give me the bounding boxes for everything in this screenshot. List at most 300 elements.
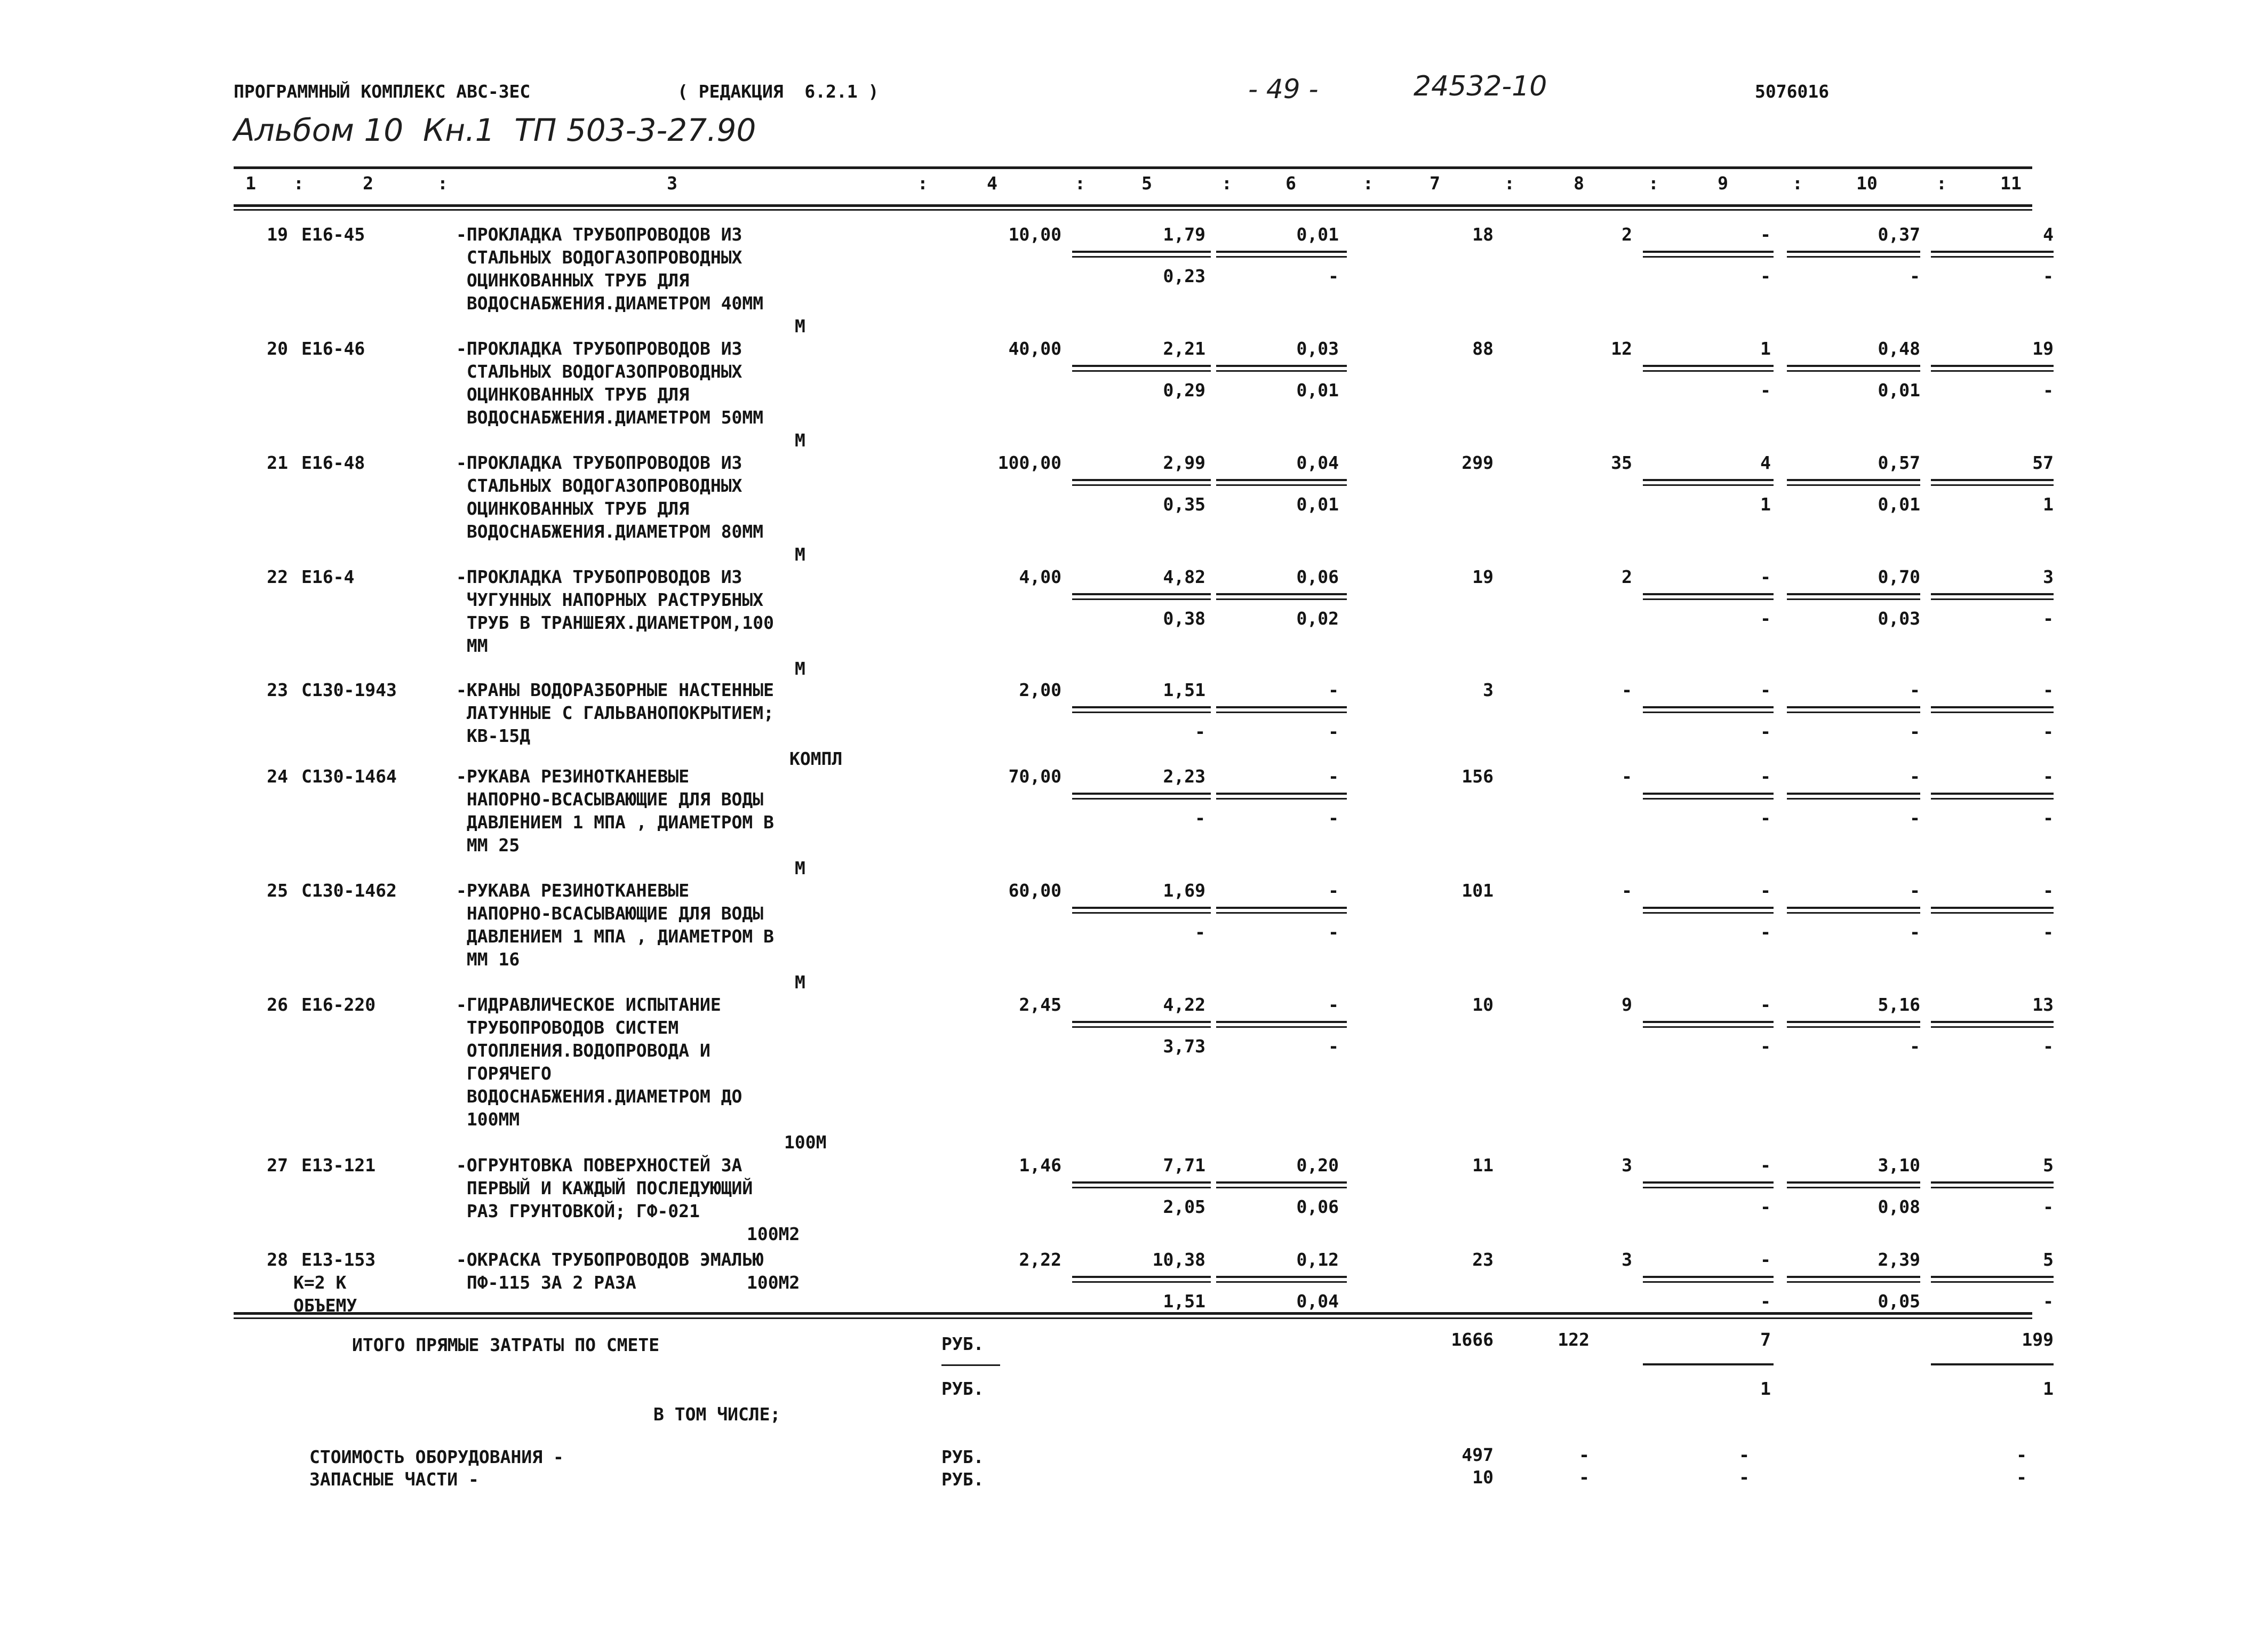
cost-divider-rule	[1216, 1181, 1347, 1184]
cost-divider-rule	[1787, 370, 1920, 372]
cost-divider-rule	[1216, 1187, 1347, 1188]
row-col8: -	[1622, 880, 1632, 901]
cost-divider-rule	[1931, 712, 2054, 713]
column-separator: :	[1221, 173, 1232, 194]
cost-divider-rule	[1643, 365, 1774, 367]
cost-divider-rule	[1931, 484, 2054, 486]
totals-col8: 122	[1558, 1329, 1590, 1350]
cost-divider-rule	[1643, 907, 1774, 909]
row-quantity: 4,00	[1019, 566, 1061, 587]
spares-col7: 10	[1472, 1467, 1494, 1488]
column-separator: :	[1504, 173, 1515, 194]
cost-value-top: 5,16	[1878, 994, 1920, 1015]
cost-divider-rule	[1787, 1021, 1920, 1023]
row-unit: 100М2	[747, 1224, 800, 1244]
cost-value-bottom: -	[1910, 1036, 1920, 1057]
row-col8: 12	[1611, 338, 1632, 359]
row-quantity: 60,00	[1008, 880, 1061, 901]
cost-value-bottom: -	[1760, 1036, 1771, 1057]
cost-divider-rule	[1787, 907, 1920, 909]
cost-value-top: -	[1328, 680, 1339, 700]
cost-value-bottom: 0,08	[1878, 1196, 1920, 1217]
row-unit: М	[795, 972, 805, 993]
cost-divider-rule	[1643, 1281, 1774, 1283]
row-code: С130-1462	[301, 880, 397, 901]
cost-divider-rule	[1787, 593, 1920, 595]
column-separator: :	[1936, 173, 1947, 194]
row-code: С130-1464	[301, 766, 397, 787]
cost-divider-rule	[1643, 251, 1774, 253]
cost-divider-rule	[1216, 1281, 1347, 1283]
cost-divider-rule	[1787, 912, 1920, 914]
row-unit: КОМПЛ	[789, 748, 843, 769]
row-col7: 19	[1472, 566, 1494, 587]
cost-divider-rule	[1072, 365, 1211, 367]
cost-divider-rule	[1072, 1181, 1211, 1184]
totals-col11-rule	[1931, 1363, 2054, 1365]
column-number: 7	[1430, 173, 1440, 194]
row-unit: М	[795, 658, 805, 679]
cost-divider-rule	[1787, 1181, 1920, 1184]
row-number: 27	[267, 1155, 288, 1176]
spares-label: ЗАПАСНЫЕ ЧАСТИ -	[309, 1469, 479, 1490]
cost-value-bottom: 0,38	[1163, 608, 1205, 629]
cost-value-top: 0,03	[1296, 338, 1339, 359]
cost-value-top: -	[1760, 1155, 1771, 1176]
cost-divider-rule	[1072, 793, 1211, 795]
table-bottom-rule	[234, 1312, 2032, 1315]
cost-value-top: -	[1760, 766, 1771, 787]
spares-currency: РУБ.	[941, 1469, 984, 1490]
cost-divider-rule	[1072, 907, 1211, 909]
equipment-col9: -	[1739, 1444, 1750, 1465]
cost-divider-rule	[1216, 251, 1347, 253]
cost-value-bottom: -	[1195, 808, 1205, 828]
column-number: 1	[245, 173, 256, 194]
cost-divider-rule	[1643, 1026, 1774, 1028]
row-unit: М	[795, 316, 805, 337]
row-col7: 18	[1472, 224, 1494, 245]
row-col8: 35	[1611, 452, 1632, 473]
row-col7: 88	[1472, 338, 1494, 359]
equipment-currency: РУБ.	[941, 1447, 984, 1467]
program-name: ПРОГРАММНЫЙ КОМПЛЕКС АВС-3ЕС	[234, 81, 531, 102]
row-number: 25	[267, 880, 288, 901]
cost-value-top: 7,71	[1163, 1155, 1205, 1176]
header-bottom-rule-2	[234, 209, 2032, 211]
cost-value-bottom: -	[1760, 266, 1771, 286]
cost-divider-rule	[1931, 598, 2054, 600]
totals-label: ИТОГО ПРЯМЫЕ ЗАТРАТЫ ПО СМЕТЕ	[352, 1335, 660, 1355]
row-col8: 3	[1622, 1249, 1632, 1270]
cost-divider-rule	[1931, 1187, 2054, 1188]
cost-value-top: -	[1760, 224, 1771, 245]
row-quantity: 2,45	[1019, 994, 1061, 1015]
row-number: 19	[267, 224, 288, 245]
cost-divider-rule	[1931, 256, 2054, 258]
cost-value-bottom: -	[1760, 1196, 1771, 1217]
cost-value-top: 13	[2032, 994, 2054, 1015]
cost-divider-rule	[1931, 370, 2054, 372]
cost-value-top: 1,69	[1163, 880, 1205, 901]
cost-divider-rule	[1931, 1276, 2054, 1278]
cost-value-bottom: -	[1760, 808, 1771, 828]
row-unit: 100М2	[747, 1272, 800, 1293]
spares-col8: -	[1579, 1467, 1590, 1488]
row-quantity: 2,22	[1019, 1249, 1061, 1270]
row-col8: -	[1622, 766, 1632, 787]
cost-value-bottom: -	[1910, 808, 1920, 828]
column-separator: :	[1363, 173, 1373, 194]
column-number: 8	[1574, 173, 1584, 194]
cost-value-bottom: -	[1760, 922, 1771, 942]
cost-value-bottom: -	[2043, 1196, 2054, 1217]
row-description: -ПРОКЛАДКА ТРУБОПРОВОДОВ ИЗ СТАЛЬНЫХ ВОДОГАЗОПРОВОДНЫХ ОЦИНКОВАННЫХ ТРУБ ДЛЯ ВОДОСНАБЖЕНИЯ.ДИАМЕТРОМ 80ММ	[456, 452, 764, 542]
row-code-note: ОБЪЕМУ	[293, 1295, 357, 1316]
cost-value-bottom: 0,06	[1296, 1196, 1339, 1217]
cost-divider-rule	[1216, 1026, 1347, 1028]
cost-divider-rule	[1643, 798, 1774, 800]
edition: ( РЕДАКЦИЯ 6.2.1 )	[677, 81, 879, 102]
cost-divider-rule	[1931, 907, 2054, 909]
cost-value-bottom: 0,01	[1296, 380, 1339, 401]
cost-value-top: -	[1910, 880, 1920, 901]
row-code: Е16-220	[301, 994, 376, 1015]
cost-divider-rule	[1787, 793, 1920, 795]
document-number: 24532-10	[1413, 70, 1547, 102]
cost-divider-rule	[1216, 598, 1347, 600]
cost-value-bottom: 0,01	[1296, 494, 1339, 515]
column-number: 2	[363, 173, 373, 194]
cost-divider-rule	[1931, 706, 2054, 708]
row-number: 22	[267, 566, 288, 587]
cost-value-bottom: 0,23	[1163, 266, 1205, 286]
cost-divider-rule	[1643, 256, 1774, 258]
cost-value-top: 4	[2043, 224, 2054, 245]
totals-currency-2: РУБ.	[941, 1378, 984, 1399]
cost-divider-rule	[1072, 1281, 1211, 1283]
row-col8: 2	[1622, 224, 1632, 245]
row-col7: 299	[1462, 452, 1494, 473]
cost-value-bottom: 2,05	[1163, 1196, 1205, 1217]
cost-value-bottom: 0,04	[1296, 1291, 1339, 1312]
row-col7: 3	[1483, 680, 1494, 700]
cost-divider-rule	[1643, 1187, 1774, 1188]
cost-value-bottom: -	[1760, 721, 1771, 742]
row-description: -ГИДРАВЛИЧЕСКОЕ ИСПЫТАНИЕ ТРУБОПРОВОДОВ СИСТЕМ ОТОПЛЕНИЯ.ВОДОПРОВОДА И ГОРЯЧЕГО ВОДОСНАБЖЕНИЯ.ДИАМЕТРОМ ДО 100ММ	[456, 994, 742, 1130]
cost-divider-rule	[1931, 1021, 2054, 1023]
cost-value-top: 0,04	[1296, 452, 1339, 473]
column-separator: :	[293, 173, 304, 194]
row-code: Е13-121	[301, 1155, 376, 1176]
cost-value-top: -	[1760, 994, 1771, 1015]
cost-value-bottom: -	[2043, 808, 2054, 828]
document-code: 5076016	[1755, 81, 1830, 102]
cost-value-bottom: -	[1760, 608, 1771, 629]
row-col7: 11	[1472, 1155, 1494, 1176]
cost-divider-rule	[1787, 1026, 1920, 1028]
cost-divider-rule	[1072, 798, 1211, 800]
row-col7: 101	[1462, 880, 1494, 901]
cost-divider-rule	[1931, 593, 2054, 595]
cost-value-top: -	[2043, 680, 2054, 700]
cost-value-bottom: -	[1910, 266, 1920, 286]
cost-value-top: 0,20	[1296, 1155, 1339, 1176]
cost-divider-rule	[1216, 593, 1347, 595]
row-unit: М	[795, 858, 805, 878]
cost-value-top: 2,39	[1878, 1249, 1920, 1270]
row-quantity: 10,00	[1008, 224, 1061, 245]
row-quantity: 1,46	[1019, 1155, 1061, 1176]
row-number: 28	[267, 1249, 288, 1270]
cost-divider-rule	[1072, 370, 1211, 372]
totals-currency-1: РУБ.	[941, 1333, 984, 1354]
cost-value-bottom: -	[1328, 1036, 1339, 1057]
totals-col7: 1666	[1451, 1329, 1494, 1350]
cost-divider-rule	[1931, 798, 2054, 800]
cost-divider-rule	[1787, 706, 1920, 708]
row-col7: 156	[1462, 766, 1494, 787]
cost-value-bottom: 1,51	[1163, 1291, 1205, 1312]
cost-divider-rule	[1216, 793, 1347, 795]
row-description: -КРАНЫ ВОДОРАЗБОРНЫЕ НАСТЕННЫЕ ЛАТУННЫЕ С ГАЛЬВАНОПОКРЫТИЕМ; КВ-15Д	[456, 680, 774, 746]
cost-divider-rule	[1072, 256, 1211, 258]
row-code: Е16-4	[301, 566, 355, 587]
cost-divider-rule	[1072, 1276, 1211, 1278]
column-separator: :	[1792, 173, 1803, 194]
cost-divider-rule	[1787, 712, 1920, 713]
column-separator: :	[917, 173, 928, 194]
cost-value-top: -	[1910, 680, 1920, 700]
row-number: 21	[267, 452, 288, 473]
cost-value-top: 1,51	[1163, 680, 1205, 700]
cost-value-top: 57	[2032, 452, 2054, 473]
table-bottom-rule-2	[234, 1317, 2032, 1319]
cost-divider-rule	[1072, 1026, 1211, 1028]
cost-value-top: 0,57	[1878, 452, 1920, 473]
row-description: -ПРОКЛАДКА ТРУБОПРОВОДОВ ИЗ ЧУГУННЫХ НАПОРНЫХ РАСТРУБНЫХ ТРУБ В ТРАНШЕЯХ.ДИАМЕТРОМ,100 ММ	[456, 566, 774, 656]
column-number: 9	[1718, 173, 1728, 194]
cost-divider-rule	[1787, 598, 1920, 600]
equipment-col11: -	[2016, 1444, 2027, 1465]
cost-divider-rule	[1643, 793, 1774, 795]
cost-value-top: 3	[2043, 566, 2054, 587]
cost-value-top: -	[2043, 766, 2054, 787]
header-top-rule	[234, 166, 2032, 169]
cost-divider-rule	[1072, 598, 1211, 600]
album-reference: Альбом 10 Кн.1 ТП 503-3-27.90	[234, 112, 756, 148]
cost-value-top: 3,10	[1878, 1155, 1920, 1176]
cost-divider-rule	[1216, 1276, 1347, 1278]
row-description: -ПРОКЛАДКА ТРУБОПРОВОДОВ ИЗ СТАЛЬНЫХ ВОДОГАЗОПРОВОДНЫХ ОЦИНКОВАННЫХ ТРУБ ДЛЯ ВОДОСНАБЖЕНИЯ.ДИАМЕТРОМ 50ММ	[456, 338, 764, 428]
cost-value-bottom: 1	[2043, 494, 2054, 515]
page-number: - 49 -	[1248, 74, 1319, 105]
cost-value-bottom: 0,35	[1163, 494, 1205, 515]
equipment-col7: 497	[1462, 1444, 1494, 1465]
cost-divider-rule	[1216, 365, 1347, 367]
cost-value-top: -	[1910, 766, 1920, 787]
cost-value-top: 5	[2043, 1249, 2054, 1270]
cost-divider-rule	[1931, 793, 2054, 795]
cost-divider-rule	[1216, 912, 1347, 914]
row-code-note: К=2 К	[293, 1272, 347, 1293]
row-description: -РУКАВА РЕЗИНОТКАНЕВЫЕ НАПОРНО-ВСАСЫВАЮЩИЕ ДЛЯ ВОДЫ ДАВЛЕНИЕМ 1 МПА , ДИАМЕТРОМ В ММ 16	[456, 880, 774, 970]
equipment-label: СТОИМОСТЬ ОБОРУДОВАНИЯ -	[309, 1447, 564, 1467]
cost-divider-rule	[1216, 1021, 1347, 1023]
cost-value-bottom: 0,29	[1163, 380, 1205, 401]
row-quantity: 100,00	[997, 452, 1061, 473]
row-unit: М	[795, 544, 805, 565]
cost-divider-rule	[1072, 251, 1211, 253]
row-description: -ПРОКЛАДКА ТРУБОПРОВОДОВ ИЗ СТАЛЬНЫХ ВОДОГАЗОПРОВОДНЫХ ОЦИНКОВАННЫХ ТРУБ ДЛЯ ВОДОСНАБЖЕНИЯ.ДИАМЕТРОМ 40ММ	[456, 224, 764, 314]
column-separator: :	[437, 173, 448, 194]
row-number: 20	[267, 338, 288, 359]
cost-value-top: 1	[1760, 338, 1771, 359]
cost-value-bottom: -	[2043, 922, 2054, 942]
cost-value-top: 0,12	[1296, 1249, 1339, 1270]
cost-divider-rule	[1643, 912, 1774, 914]
spares-col9: -	[1739, 1467, 1750, 1488]
cost-value-top: 0,37	[1878, 224, 1920, 245]
cost-value-bottom: 0,02	[1296, 608, 1339, 629]
cost-value-bottom: -	[2043, 608, 2054, 629]
cost-divider-rule	[1072, 1021, 1211, 1023]
row-col8: 9	[1622, 994, 1632, 1015]
cost-divider-rule	[1931, 912, 2054, 914]
cost-divider-rule	[1216, 256, 1347, 258]
cost-value-bottom: -	[1328, 721, 1339, 742]
cost-divider-rule	[1072, 484, 1211, 486]
cost-divider-rule	[1787, 1276, 1920, 1278]
cost-divider-rule	[1216, 484, 1347, 486]
totals-col9-rule	[1643, 1363, 1774, 1365]
cost-divider-rule	[1787, 479, 1920, 481]
cost-divider-rule	[1643, 706, 1774, 708]
cost-divider-rule	[1643, 1181, 1774, 1184]
cost-value-top: 10,38	[1152, 1249, 1205, 1270]
column-number: 6	[1285, 173, 1296, 194]
cost-value-bottom: -	[1195, 721, 1205, 742]
cost-divider-rule	[1216, 479, 1347, 481]
cost-value-bottom: -	[1328, 922, 1339, 942]
cost-value-top: 4,22	[1163, 994, 1205, 1015]
cost-divider-rule	[1216, 706, 1347, 708]
cost-value-bottom: 0,03	[1878, 608, 1920, 629]
cost-value-top: -	[1760, 880, 1771, 901]
header-bottom-rule	[234, 204, 2032, 207]
cost-value-bottom: -	[1760, 380, 1771, 401]
row-code: Е13-153	[301, 1249, 376, 1270]
row-description: -РУКАВА РЕЗИНОТКАНЕВЫЕ НАПОРНО-ВСАСЫВАЮЩИЕ ДЛЯ ВОДЫ ДАВЛЕНИЕМ 1 МПА , ДИАМЕТРОМ В ММ 25	[456, 766, 774, 856]
cost-value-bottom: -	[1760, 1291, 1771, 1312]
cost-divider-rule	[1072, 479, 1211, 481]
cost-value-bottom: -	[2043, 1036, 2054, 1057]
cost-value-top: 0,48	[1878, 338, 1920, 359]
row-number: 23	[267, 680, 288, 700]
cost-value-top: 1,79	[1163, 224, 1205, 245]
cost-divider-rule	[1643, 593, 1774, 595]
cost-divider-rule	[1072, 706, 1211, 708]
row-number: 26	[267, 994, 288, 1015]
cost-divider-rule	[1643, 598, 1774, 600]
totals-currency-rule	[941, 1364, 1000, 1366]
cost-value-bottom: -	[2043, 380, 2054, 401]
column-number: 3	[667, 173, 677, 194]
cost-value-bottom: -	[1910, 922, 1920, 942]
cost-divider-rule	[1787, 1187, 1920, 1188]
cost-value-top: -	[1328, 766, 1339, 787]
row-col7: 23	[1472, 1249, 1494, 1270]
cost-divider-rule	[1216, 712, 1347, 713]
column-number: 11	[2000, 173, 2022, 194]
row-unit: М	[795, 430, 805, 451]
cost-value-bottom: 0,05	[1878, 1291, 1920, 1312]
cost-divider-rule	[1787, 1281, 1920, 1283]
cost-divider-rule	[1787, 798, 1920, 800]
cost-divider-rule	[1931, 1026, 2054, 1028]
cost-divider-rule	[1216, 370, 1347, 372]
cost-divider-rule	[1216, 798, 1347, 800]
including-label: В ТОМ ЧИСЛЕ;	[653, 1404, 781, 1425]
row-quantity: 70,00	[1008, 766, 1061, 787]
cost-value-top: -	[2043, 880, 2054, 901]
totals-col9: 7	[1760, 1329, 1771, 1350]
cost-divider-rule	[1931, 479, 2054, 481]
totals-col11: 199	[2022, 1329, 2054, 1350]
row-col8: 2	[1622, 566, 1632, 587]
cost-value-top: 19	[2032, 338, 2054, 359]
column-number: 10	[1856, 173, 1878, 194]
cost-value-bottom: 3,73	[1163, 1036, 1205, 1057]
cost-value-top: 4,82	[1163, 566, 1205, 587]
cost-value-top: 5	[2043, 1155, 2054, 1176]
cost-divider-rule	[1643, 479, 1774, 481]
column-number: 5	[1141, 173, 1152, 194]
cost-value-bottom: -	[1195, 922, 1205, 942]
column-separator: :	[1075, 173, 1085, 194]
column-separator: :	[1648, 173, 1659, 194]
cost-value-top: 0,01	[1296, 224, 1339, 245]
row-unit: 100М	[784, 1132, 827, 1153]
cost-divider-rule	[1787, 365, 1920, 367]
cost-value-bottom: -	[2043, 721, 2054, 742]
cost-divider-rule	[1643, 1276, 1774, 1278]
cost-divider-rule	[1072, 712, 1211, 713]
row-description: -ОГРУНТОВКА ПОВЕРХНОСТЕЙ ЗА ПЕРВЫЙ И КАЖДЫЙ ПОСЛЕДУЮЩИЙ РАЗ ГРУНТОВКОЙ; ГФ-021	[456, 1155, 753, 1221]
cost-divider-rule	[1931, 251, 2054, 253]
cost-value-bottom: 0,01	[1878, 494, 1920, 515]
cost-divider-rule	[1072, 912, 1211, 914]
cost-divider-rule	[1643, 484, 1774, 486]
row-quantity: 40,00	[1008, 338, 1061, 359]
cost-divider-rule	[1931, 365, 2054, 367]
cost-value-top: 2,23	[1163, 766, 1205, 787]
cost-divider-rule	[1072, 593, 1211, 595]
cost-value-bottom: -	[2043, 266, 2054, 286]
cost-divider-rule	[1931, 1281, 2054, 1283]
row-col8: 3	[1622, 1155, 1632, 1176]
cost-value-top: -	[1760, 1249, 1771, 1270]
cost-divider-rule	[1931, 1181, 2054, 1184]
cost-value-bottom: 0,01	[1878, 380, 1920, 401]
row-description: -ОКРАСКА ТРУБОПРОВОДОВ ЭМАЛЬЮ ПФ-115 ЗА 2 РАЗА	[456, 1249, 764, 1293]
row-code: Е16-46	[301, 338, 365, 359]
cost-value-top: 0,70	[1878, 566, 1920, 587]
cost-value-top: -	[1760, 566, 1771, 587]
cost-value-bottom: -	[2043, 1291, 2054, 1312]
cost-value-top: 4	[1760, 452, 1771, 473]
cost-value-top: 2,21	[1163, 338, 1205, 359]
